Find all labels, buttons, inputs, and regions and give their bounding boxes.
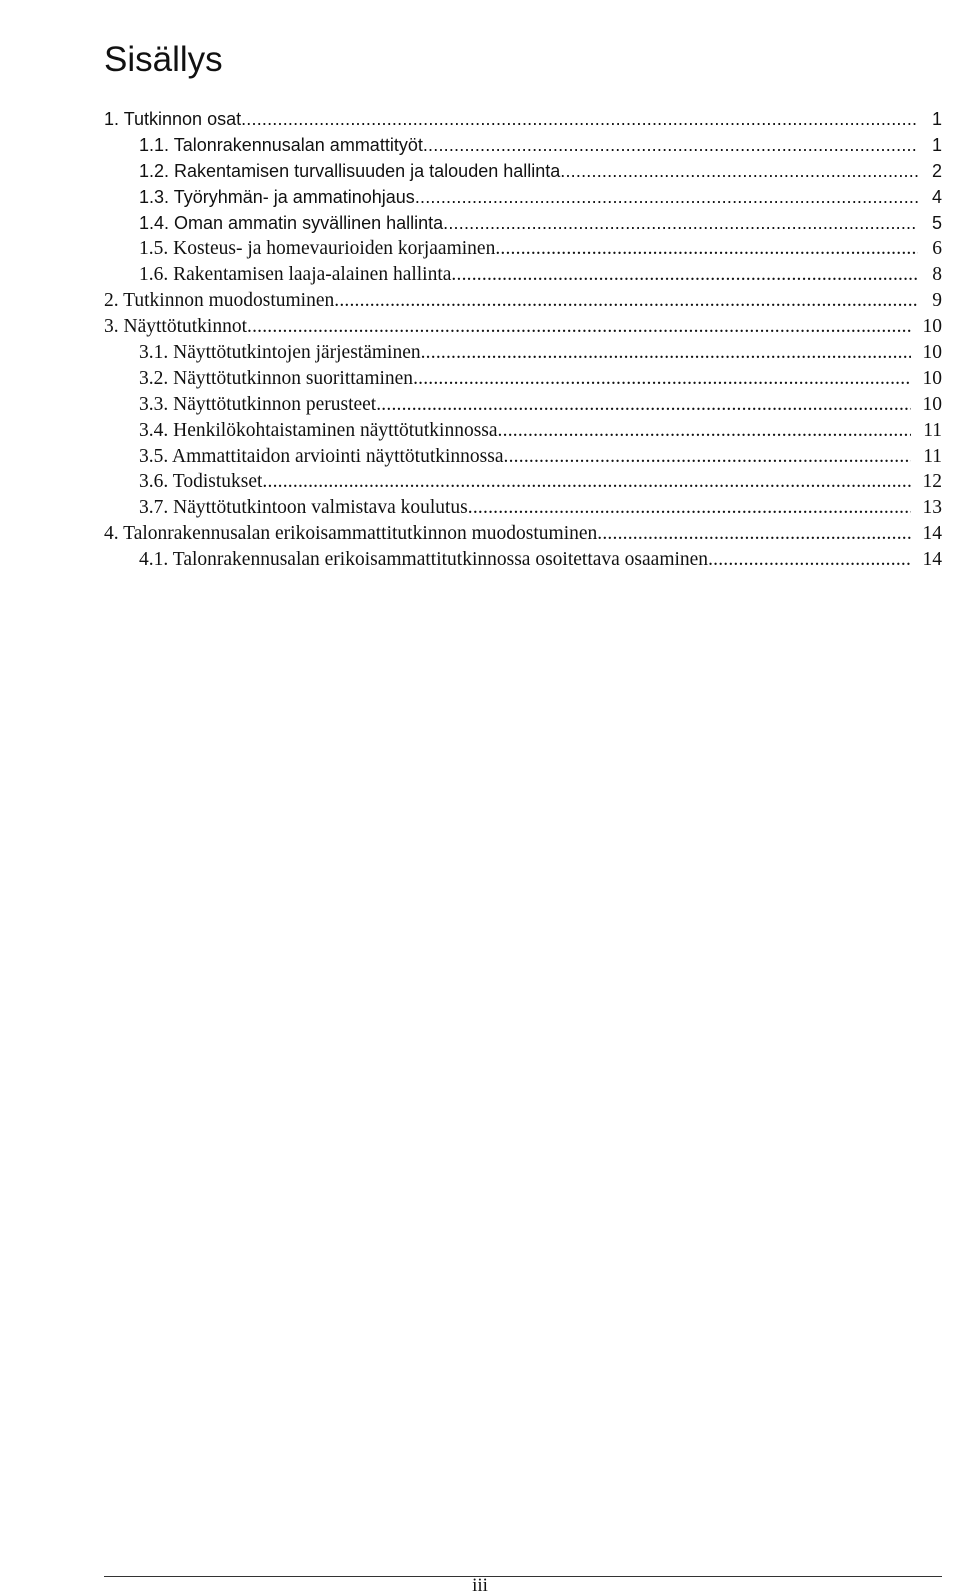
toc-entry-page: 1 (931, 109, 942, 129)
toc-entry-text: 1.2. Rakentamisen turvallisuuden ja talouden hallinta (139, 160, 561, 181)
toc-entry-1-4[interactable] (104, 211, 942, 237)
toc-entry-page: 12 (922, 471, 942, 493)
dot-leader (262, 469, 910, 495)
toc-entry-4-1[interactable] (104, 547, 942, 573)
toc-entry-text: 1.3. Työryhmän- ja ammatinohjaus (139, 186, 415, 207)
table-of-contents (104, 107, 942, 573)
toc-entry-3-2[interactable] (104, 366, 942, 392)
toc-entry-4[interactable] (104, 521, 942, 547)
toc-entry-text: 3.3. Näyttötutkinnon perusteet (139, 393, 377, 415)
dot-leader (443, 211, 918, 237)
toc-entry-1-3[interactable] (104, 185, 942, 211)
toc-entry-text: 3.7. Näyttötutkintoon valmistava koulutus (139, 497, 468, 519)
toc-entry-1-2[interactable] (104, 159, 942, 185)
toc-entry-text: 1.4. Oman ammatin syvällinen hallinta (139, 212, 444, 233)
toc-entry-text: 1. Tutkinnon osat (104, 109, 242, 129)
toc-entry-page: 2 (931, 160, 942, 181)
toc-entry-page: 1 (931, 134, 942, 155)
toc-entry-page: 13 (922, 497, 942, 519)
dot-leader (241, 107, 918, 133)
toc-entry-3[interactable] (104, 314, 942, 340)
toc-entry-3-1[interactable] (104, 340, 942, 366)
toc-entry-page: 10 (922, 393, 942, 415)
toc-entry-page: 10 (922, 316, 942, 338)
toc-entry-1-1[interactable] (104, 133, 942, 159)
toc-entry-page: 4 (931, 186, 942, 207)
dot-leader (504, 444, 912, 470)
toc-entry-text: 3. Näyttötutkinnot (104, 316, 247, 338)
toc-entry-3-5[interactable] (104, 444, 942, 470)
toc-entry-text: 4.1. Talonrakennusalan erikoisammattitutkinnossa osoitettava osaaminen (139, 549, 709, 571)
toc-entry-text: 1.1. Talonrakennusalan ammattityöt (139, 134, 423, 155)
toc-entry-page: 5 (931, 212, 942, 233)
dot-leader (247, 314, 911, 340)
toc-entry-1[interactable] (104, 107, 942, 133)
dot-leader (498, 418, 912, 444)
dot-leader (597, 521, 910, 547)
toc-entry-page: 14 (922, 549, 942, 571)
page-number: iii (472, 1575, 488, 1596)
dot-leader (423, 133, 918, 159)
toc-entry-3-6[interactable] (104, 469, 942, 495)
dot-leader (451, 262, 918, 288)
toc-entry-text: 4. Talonrakennusalan erikoisammattitutkinnon muodostuminen (104, 523, 598, 545)
dot-leader (560, 159, 918, 185)
toc-entry-text: 1.5. Kosteus- ja homevaurioiden korjaaminen (139, 238, 496, 260)
dot-leader (421, 340, 911, 366)
toc-entry-text: 3.4. Henkilökohtaistaminen näyttötutkinnossa (139, 419, 498, 441)
toc-entry-page: 8 (932, 264, 942, 286)
toc-entry-text: 2. Tutkinnon muodostuminen (104, 290, 335, 312)
toc-entry-1-6[interactable] (104, 262, 942, 288)
toc-entry-2[interactable] (104, 288, 942, 314)
toc-entry-text: 1.6. Rakentamisen laaja-alainen hallinta (139, 264, 452, 286)
toc-entry-page: 11 (923, 445, 942, 467)
toc-entry-text: 3.1. Näyttötutkintojen järjestäminen (139, 342, 421, 364)
dot-leader (708, 547, 910, 573)
dot-leader (334, 288, 918, 314)
dot-leader (415, 185, 918, 211)
toc-entry-page: 9 (932, 290, 942, 312)
dot-leader (376, 392, 910, 418)
page-title: Sisällys (104, 40, 223, 79)
toc-entry-text: 3.5. Ammattitaidon arviointi näyttötutkinnossa (139, 445, 504, 467)
toc-entry-3-4[interactable] (104, 418, 942, 444)
toc-entry-text: 3.6. Todistukset (139, 471, 263, 493)
toc-entry-page: 10 (922, 342, 942, 364)
toc-entry-page: 6 (932, 238, 942, 260)
toc-entry-page: 14 (922, 523, 942, 545)
toc-entry-page: 10 (922, 367, 942, 389)
toc-entry-3-7[interactable] (104, 495, 942, 521)
toc-entry-text: 3.2. Näyttötutkinnon suorittaminen (139, 367, 414, 389)
toc-entry-3-3[interactable] (104, 392, 942, 418)
dot-leader (495, 236, 918, 262)
toc-entry-1-5[interactable] (104, 236, 942, 262)
toc-entry-page: 11 (923, 419, 942, 441)
dot-leader (468, 495, 911, 521)
dot-leader (413, 366, 910, 392)
